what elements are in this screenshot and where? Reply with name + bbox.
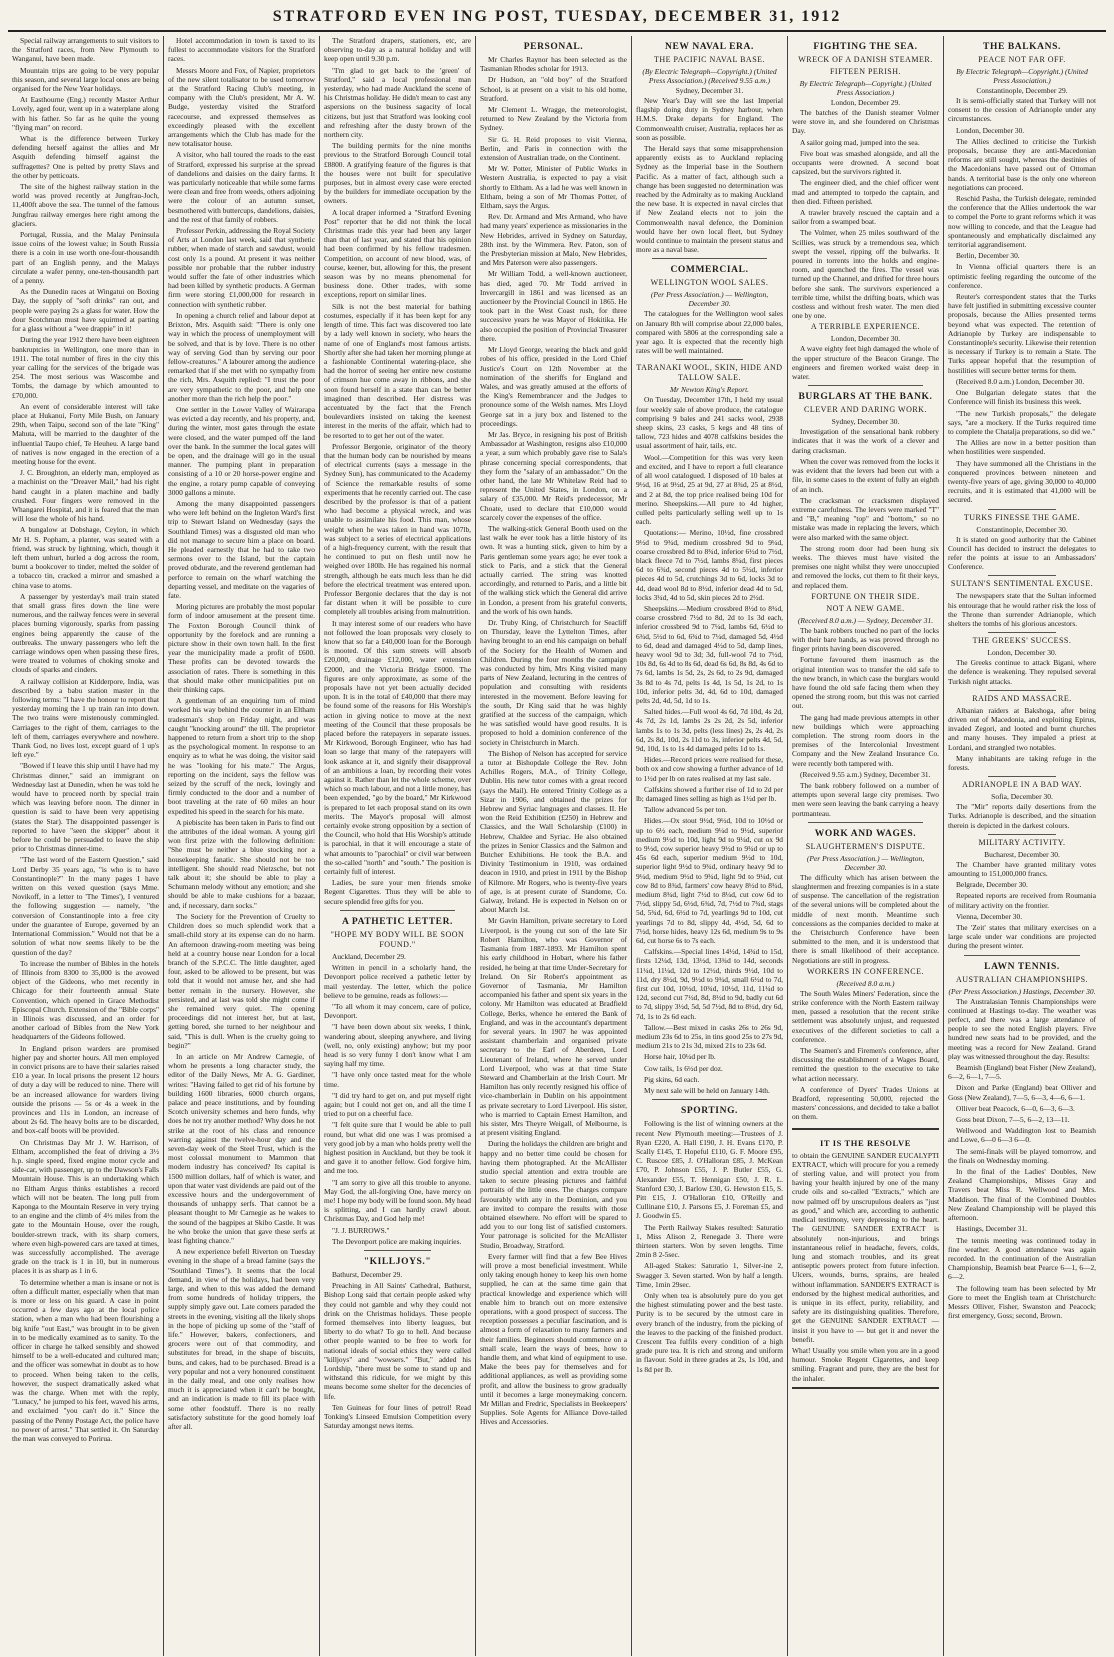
paragraph: Silk is not the best material for bathing costumes, especially if it has been kept for any length of time. This fact was discovered too late by a lady well known in society, who hears the name of one of England's most famous artists. Shortly after she had taken her morning plunge at a fashionable Continental watering-place, she had the horror of seeing her entire new costume of crimson hue come away in ribbons, and she soon found herself in a state than can be better imagined than described. Her distress was accentuated by the fact that the French boulevardiers insisted on taking the keenest interest in the merits of the affair, which had to be resorted to to get her out of the water. <box>324 301 471 440</box>
byline: (By Electric Telegraph—Copyright.) (United Press Association.) (Received 9.55 a.m.) <box>642 67 777 85</box>
paragraph: The following team has been selected by Mr Gore to meet the English team at Christchurch: Messrs Olliver, Fisher, Swanston and Peacock; first emergency, Goss; second, Brown. <box>948 1283 1096 1321</box>
paragraph: Professor Perkin, addressing the Royal Society of Arts at London last week, said that synthetic rubber, when made of starch and sawdust, would cost only 1s a pound. At present it was neither possible nor probable that the rubber industry would suffer the fate of other industries which had been killed by synthetic products. A German firm were storing £1,000,000 for research in connection with synthetic rubber. <box>168 226 315 309</box>
paragraph: Mr William Todd, a well-known auctioneer, has died, aged 70. Mr Todd arrived in Invercargill in 1861 and was licensed as an auctioneer by the Provincial Council in 1865. He took part in the West Coast rush, for three successive years he was Mayor of Hokitika. He also occupied the position of Provincial Treasurer there. <box>480 269 627 343</box>
byline: (Received 8.0 a.m.) — Sydney, December 31. <box>797 615 934 625</box>
paragraph: Berlin, December 30. <box>956 251 1020 261</box>
subheadline: PEACE NOT FAR OFF. <box>978 55 1066 64</box>
column-6 <box>788 36 944 1656</box>
paragraph: As the Dunedin races at Wingatui on Boxing Day, the supply of "soft drinks" ran out, and people were paying 2s a glass for water. How the dour Scotchman must have squirmed at parting for a glass without a "wee drappie" in it! <box>12 287 159 334</box>
paragraph: Moring pictures are probably the most popular form of indoor amusement at the present time. The Foxton Borough Council think of opportunity by the forelock and are running a picture show in their own town hall. In the first year the municipality made a profit of £600. These profits can be devoted towards the association of rates. There is something in this that should make other municipalities put on their thinking caps. <box>168 602 315 695</box>
paragraph: Tallow advanced 5s per ton. <box>644 805 728 815</box>
paragraph: Pig skins, 6d each. <box>644 1074 700 1084</box>
paragraph: The Society for the Prevention of Cruelty to Children does so much splendid work that a small-child story at its expense can do no harm. An afternoon drawing-room meeting was being held at a country house near London for a local branch of the S.P.C.C. The little daughter, aged four, asked to be allowed to be present, but was told that it would not amuse her, and she had better remain in the nursery. However, she persisted, and at last was told she might come if she remained very quiet. The opening proceedings did not interest her, but at last, getting bored, she turned to her neighbour and said, "This is dull. When is the cruelty going to begin?" <box>168 911 315 1050</box>
story-body <box>948 535 1096 572</box>
byline: (Per Press Association.) Hastings, December 30. <box>948 986 1096 996</box>
paragraph: During the holidays the children are bright and happy and no better time could be chosen for having them photographed. At the McAllister studio special attention and extra trouble are taken to secure pleasing pictures and faithful portraits of the little ones. The charges compare favourably with any in the Dominion, and you are invited to compare the results with those obtained elsewhere. No effort will be spared to add you to our long list of satisfied customers. Your patronage is solicited for the McAllister Studio, Broadway, Stratford. <box>480 1139 627 1250</box>
column-1 <box>8 36 164 1656</box>
subheadline: MILITARY ACTIVITY. <box>978 837 1066 847</box>
paragraph: Calfskins.—Special lines 14½d, 14¾d to 15d, firsts 12¼d, 13d, 13½d, 13¾d to 14d, seconds 11¼d, 11¼d, 12d to 12½d, thirds 9½d, 10d to 11d, dry 8½d, 9d, 9½d to 9¾d, small 6½d to 7d, first cut 10d, 10½d, 10¾d, 10½d, 11d, 11¼d to 12d, second cut 7½d, 8d, 8½d to 9d, badly cut 6d to 7d, slippy 3½d, 5d, 5d 7½d, 8d to 8½d, dry 6d, 7d, 1s to 2s 6d each. <box>636 947 783 1021</box>
subheadline: SLAUGHTERMEN'S DISPUTE. <box>805 841 926 851</box>
paragraph: During the year 1912 there have been eighteen bankruptcies in Wellington, one more than in 1911. The total number of fires in the city this year calling for the services of the brigade was 254. The most serious was Wascombe and Tombs, the damage by which amounted to £70,000. <box>12 335 159 400</box>
byline: By Electric Telegraph—Copyright.) (United Press Association.) <box>799 79 932 97</box>
subheadline: A TERRIBLE EXPERIENCE. <box>810 322 921 332</box>
headline: FIGHTING THE SEA. <box>813 42 918 52</box>
story-greeks <box>948 636 1096 686</box>
paragraph: Horse hair, 10¼d per lb. <box>644 1052 716 1062</box>
paragraph: (Received 8.0 a.m.) London, December 30. <box>956 376 1085 386</box>
paragraph: Ten Guineas for four lines of petrol! Read Tonking's Linseed Emulsion Competition every Saturday amongst news items. <box>324 1402 471 1431</box>
paragraph: One Bulgarian delegate states that the Conference will finish its business this week. <box>948 388 1096 407</box>
divider <box>676 359 743 360</box>
story-body <box>636 309 783 355</box>
paragraph: The semi-finals will be played tomorrow, and the finals on Wednesday morning. <box>948 1146 1096 1165</box>
story-adrianople <box>948 780 1096 830</box>
story-body <box>792 873 939 965</box>
ad-headline: IT IS THE RESOLVE <box>819 1137 912 1148</box>
paragraph: The engineer died, and the chief officer went mad and attempted to torpedo the captain, and then died. Fifteen perished. <box>792 178 939 206</box>
paragraph: The Seamen's and Firemen's conference, after discussing the establishment of a Wages Board, remitted the question to the executive to take what action necessary. <box>792 1046 939 1083</box>
dateline: London, December 30. <box>987 648 1057 658</box>
paragraph: What is the difference between Turkey defending herself against the allies and Mr Asquith defending himself against the suffragettes? One is pelted by pretty Slavs and the other by petticoats. <box>12 134 159 180</box>
paragraph: Olliver beat Peacock, 6—0, 6—3, 6—3. <box>956 1103 1075 1113</box>
paragraph: In opening a church relief and labour depot at Brixton, Mrs. Asquith said: "There is only one way in which the process of unemployment will be solved, and that is by love. There is no other way of serving God than by serving our poor fellow-creatures." A labourer among the audience remarked that if she met with no sympathy from the rich, Mrs. Asquith replied: "I trust the poor are very sympathetic to the poor, and help one another more than the rich help the poor." <box>168 310 315 403</box>
paragraph: "J. J. BURROWS." <box>332 1225 390 1235</box>
subheadline: THE GREEKS' SUCCESS. <box>972 636 1072 646</box>
paragraph: Repeated reports are received from Roumania of military activity on the frontier. <box>948 891 1096 910</box>
story-body <box>948 860 1096 951</box>
headline: PERSONAL. <box>523 42 584 52</box>
paragraph: Bathurst, December 29. <box>332 1269 403 1279</box>
paragraph: Preaching in All Saints' Cathedral, Bathurst, Bishop Long said that certain people asked why they could not gamble and why they could not drink on the Christmas holidays. These people formed themselves into liberty leagues, but liberty to do what? To go to hell. And because other people wanted to be free to work for national ideals of social ethics they were called "killjoys" and "wowsers." "But," added his Lordship, "there must be some to stand up and withstand this ridicule, for we might by this means become some shelter for the decencies of life. <box>324 1281 471 1401</box>
byline: Mr Newton King's Report. <box>669 385 750 395</box>
paragraph: The Australasian Tennis Championships were continued at Hastings to-day. The weather was perfect, and there was a large attendance of people to see the noted English players. Five hundred new seats had to be provided, and the meeting was a record for New Zealand. Grand play was witnessed throughout the day. Results: <box>948 996 1096 1061</box>
paragraph: (Received 9.55 a.m.) Sydney, December 31. <box>800 769 931 779</box>
story-sporting <box>636 1106 783 1373</box>
story-body <box>948 658 1096 686</box>
headline: LAWN TENNIS. <box>984 961 1060 972</box>
paragraph: Written in pencil in a scholarly hand, the Devonport police received a pathetic letter by mail yesterday. The letter, which the police believe to be genuine, reads as follows:— <box>324 963 471 1000</box>
subheadline: FIFTEEN PERISH. <box>829 67 902 76</box>
paragraph: Albanian raiders at Bakshoga, after being driven out of Macedonia, and exploiting Epirus, invaded Zegori, and looted and burnt churches and many houses. They impaled a priest at Lordani, and strangled two notables. <box>948 705 1096 752</box>
story-turks-finesse <box>948 513 1096 572</box>
paragraph: Portugal, Russia, and the Malay Peninsula issue coins of the lowest value; in South Russia there is a coin in use worth one-four-thousandth part of an English penny, and the Malays circulate a wafer penny, one-ten-thousandth part of a penny. <box>12 230 159 286</box>
paragraph: A sailor going mad, jumped into the sea. <box>800 137 920 147</box>
story-lawn-tennis <box>948 962 1096 1321</box>
paragraph: London, December 30. <box>956 125 1025 135</box>
paragraph: The Stratford drapers, stationers, etc, are observing to-day as a natural holiday and will keep open until 9.30 p.m. <box>324 36 471 64</box>
story-body <box>948 802 1096 830</box>
byline: (Received 8.0 a.m.) <box>836 978 895 988</box>
paragraph: Belgrade, December 30. <box>956 880 1028 890</box>
paragraph: The gang had made previous attempts in other new buildings which were approaching completion. The strong room doors in the premises of the Intercolonial Investment Company and the New Zealand Insurance Co. were recently both tampered with. <box>792 712 939 768</box>
paragraph: They have summoned all the Christians in the conquered provinces between nineteen and twenty-five years of age, giving 30,000 to 40,000 recruits, and it is estimated that 41,000 will be secured. <box>948 458 1096 505</box>
dateline: London, December 29. <box>830 98 901 107</box>
dateline: Sofia, December 30. <box>991 792 1053 802</box>
paragraph: One settler in the Lower Valley of Wairarapa was evicted a day recently, and his property, and, during the winter, most gates through the estate were closed, and the water pumped off the land over the bank. In the summer the local gates will be open, and the drainage will go in the usual manner. The pumping plant in preparation consisting of a 10 or 20 horse-power engine and the engine, a rotary pump capable of conveying 3000 gallons a minute. <box>168 404 315 497</box>
subheadline: CLEVER AND DARING WORK. <box>804 405 927 415</box>
columns <box>8 36 1106 1656</box>
headline: "KILLJOYS." <box>363 1256 432 1267</box>
paragraph: A visitor, who hall toured the roads to the east of Stratford, expressed his surprise at the spread of dandelions and daisies on the dairy farms. It was particularly noticeable that while some farms were clean and free from weeds, others adjoining were the colour of an autumn sunset, besmothered with buttercups, dandelions, daisies, and the rest of that family of robbers. <box>168 150 315 224</box>
paragraph: "I'm glad to get back to the 'green' of Stratford," said a local professional man yesterday, who had made Auckland the scene of his Christmas holiday. He didn't mean to cast any aspersions on the business sagacity of local citizens, but just that Stratford was looking cool and refreshing after the dusty brown of the northern city. <box>324 65 471 140</box>
paragraph: Ladies, be sure your men friends smoke Regent Cigarettes. Thus they will be able to secure splendid free gifts for you. <box>324 878 471 906</box>
story-naval-era <box>636 42 783 254</box>
paragraph: Cow tails, 1s 6½d per doz. <box>644 1063 723 1073</box>
paragraph: Tallow.—Best mixed in casks 26s to 26s 9d, medium 23s 6d to 25s, in tins good 25s to 27s 9d, medium 21s to 21s 3d, mixed 21s to 23s 6d. <box>636 1022 783 1051</box>
paragraph: In the final of the Ladies' Doubles, New Zealand Championships, Misses Gray and Travers beat Miss R. Wellwood and Mrs. Maddison. The final of the Combined Doubles New Zealand Championship will be played this afternoon. <box>948 1167 1096 1223</box>
paragraph: What! Usually you smile when you are in a good humour. Smoke Regent Cigarettes, and keep smiling. Fragrant and pure, they are the best for the inhaler. <box>792 1345 939 1383</box>
paragraph: The building permits for the nine months previous to the Stratford Borough Council total £8800. A gratifying feature of the figures is that the houses were not built for speculative purposes, but in almost every case were erected by the builders for immediate occupation by the owners. <box>324 141 471 206</box>
paragraph: It is stated on good authority that the Cabinet Council has decided to instruct the delegates to refer the points at issue to an Ambassadors' Conference. <box>948 534 1096 572</box>
paragraph: In Vienna official quarters there is an optimistic feeling regarding the outcome of the conference. <box>948 262 1096 290</box>
subheadline: WORKERS IN CONFERENCE. <box>806 966 924 976</box>
paragraph: The Devonport police are making inquiries. <box>332 1236 462 1246</box>
paragraph: Dr. Truby King, of Christchurch for Seacliff on Thursday, leave the Lyttelton Times, after having brought to an end his campaign on behalf of the Society for the Health of Women and Children. During the four months the campaign was conducted by him, Mrs King visited many parts of New Zealand, lecturing in the centres of population and consulting with residents interested in the movement. Before leaving for the south, Dr King said that he was highly gratified at the success of the campaign, which he was satisfied would have good results. It is proposed to hold a dominion conference of the society in Christchurch in March. <box>480 617 627 747</box>
paragraph: Many inhabitants are taking refuge in the forests. <box>948 753 1096 772</box>
paragraph: The Chamber have granted military votes amounting to 151,000,000 francs. <box>948 859 1096 878</box>
divider <box>808 822 923 823</box>
paragraph: "The new Turkish proposals," the delegate says, "are a mockery. If the Turks required time to complete the Chatalja preparations, so did we." <box>948 408 1096 436</box>
paragraph: Wool.—Competition for this was very keen and excited, and I have to report a full clearance of all wool catalogued. I disposed of 10 bales at 9½d, 16 at 9½d, 25 at 9d, 27 at 8¾d, 25 at 8½d, and 2 at 8d, the top price realised being 10d for merino. Sheepskins.—All pure to 4d higher, culled pelts particularly selling well up to 1s each. <box>636 452 783 527</box>
paragraph: A conference of Dyers' Trades Unions at Bradford, representing 50,000, rejected the masters' concessions, and decided to take a ballot on them. <box>792 1084 939 1122</box>
section-heading: COMMERCIAL. <box>670 265 749 276</box>
divider <box>364 1250 431 1251</box>
paragraph: The Allies are now in a better position than when hostilities were suspended. <box>948 438 1096 457</box>
paragraph: The Volmer, when 25 miles southward of the Scillies, was struck by a tremendous sea, which swept the vessel, ripping off the bulwarks. It poured in torrents into the holds and engine-room, and quenched the fires. The vessel was turned up the Channel, and drifted for three hours before she sank. The survivors experienced a terrible time, whilst the drifting boats, which was costless and without fresh water. The men died one by one. <box>792 228 939 321</box>
advertisement-sander-extract <box>792 1128 939 1389</box>
paragraph: At Easthourne (Eng.) recently Master Arthur Lovely, aged four, went up in a waterplane along with his father. So far as he quite the young "flying man" on record. <box>12 95 159 132</box>
paragraph: The Allies declined to criticise the Turkish proposals, because they are anti-Macedonian reforms are still sought, whereas the destinies of the Macedonians have passed out of Ottoman hands. A territorial base is the only one whereon negotiations can proceed. <box>948 136 1096 192</box>
story-body <box>636 96 783 254</box>
paragraph: Quotations:— Merino, 10½d, fine crossbred 9½d to 9¾d, medium crossbred 9d to 9¼d, coarse crossbred 8d to 8¾d, inferior 6½d to 7½d, black fleece 7d to 7½d, lambs 8¼d, first pieces 6d to 6¾d, second pieces 4d to 5½d, inferior pieces 4d to 5d, crutchings 3d to 6d, locks 3d to 4d, dead wool 8d to 8½d, inferior dead 4d to 5d, locks 3¼d, 4d to 5d, skin pieces 2d to 2½d. <box>636 528 783 602</box>
paragraph: The Perth Railway Stakes resulted: Saturatio 1, Miss Alison 2, Renegade 3. There were thirteen starters. Won by seven lengths. Time 2min 8 2-5sec. <box>636 1222 783 1260</box>
subheadline: SULTAN'S SENTIMENTAL EXCUSE. <box>950 579 1094 589</box>
divider <box>988 834 1056 835</box>
story-body <box>792 626 939 818</box>
byline: (Per Press Association.) — Wellington, December 30. <box>650 290 769 309</box>
paragraph: A local draper informed a "Stratford Evening Post" reporter that he did not think the local Christmas trade this year had been any larger than that of last year, and stated that his opinion had been confirmed by his fellow tradesmen. Competition, on account of new blood, was, of course, keener, but, allowing for this, the present season was by no means phenomenal for business done. Other trades, with some exceptions, report on similar lines. <box>324 207 471 300</box>
paragraph: "I am sorry to give all this trouble to anyone. May God, the all-forgiving One, have mercy on me! I hope my body will be found soon. My head is splitting, and I can hardly crawl about. Christmas Day, and God help me! <box>324 1177 471 1224</box>
paragraph: The catalogues for the Wellington wool sales on January 8th will comprise about 22,000 bales, compared with 5806 at the corresponding sale a year ago. It is expected that the recently high rates will be well maintained. <box>636 309 783 356</box>
paragraph: The batches of the Danish steamer Volmer were stove in, and she foundered on Christmas Day. <box>792 108 939 136</box>
paragraph: Fortune favoured them inasmuch as the original intention was to transfer the old safe to the new branch, in which case the burglars would have found the old safe facing them when they opened the strong room, but this was not carried out. <box>792 655 939 711</box>
paragraph: Mr Lloyd George, wearing the black and gold robes of his office, presided in the Lord Chief Justice's Court on 12th November at the nomination of the sheriffs for England and Wales, and was greatly amused at the efforts of the King's Remembrancer and the Judges to pronounce some of the Welsh names. Mrs Lloyd George sat in a jury box and listened to the proceedings. <box>480 345 627 428</box>
paragraph: J. C. Broughton, an elderly man, employed as a machinist on the "Dreaver Mail," had his right hand caught in a platen machine and badly crushed. Four fingers were removed in the Whangarei Hospital, and it is feared that the man will lose the whole of his hand. <box>12 468 159 524</box>
paragraph: A wave eighty feet high damaged the whole of the upper structure of the Beacon Grange. The engineers and firemen worked waist deep in water. <box>792 344 939 382</box>
paragraph: A bungalow at Dobshage, Ceylon, in which Mr H. S. Popham, a planter, was seated with a friend, was struck by lightning, which, though it left them unhurt, hurled a dog across the room, burnt a bookcover to tinder, melted the solder of a tobacco tin, cracked a mirror and smashed a china vase to atoms. <box>12 525 159 590</box>
paragraph: Hotel accommodation in town is taxed to its fullest to accommodate visitors for the Stratford races. <box>168 36 315 64</box>
subheadline: THE PACIFIC NAVAL BASE. <box>653 55 766 64</box>
dateline: London, December 30. <box>830 334 901 344</box>
story-fighting-the-sea <box>792 42 939 381</box>
paragraph: Dixon and Parke (England) beat Olliver and Goss (New Zealand), 7—5, 6—3, 4—6, 6—1. <box>948 1083 1096 1102</box>
paragraph: A trawler bravely rescued the captain and a sailor from a swamped boat. <box>792 208 939 227</box>
paragraph: My next sale will be held on January 14th. <box>644 1086 770 1096</box>
story-body <box>324 1270 471 1430</box>
story-body <box>636 395 783 1095</box>
paragraph: The Bishop of Nelson has accepted for service a tutor at Bishopdale College the Rev. John Achilles Rogers, M.A., of Trinity College, Dublin. His new tutor comes with a great record (says the Mail). He entered Trinity College as a Sizar in 1906, and obtained the prizes for Hebrew and Syriac languages and classes. II. He won the Reid Exhibition (£250) in Hebrew and Classics, and the Wall Scholarship (£100) in Hebrew, Chaldee and Syriac. He also obtained the prizes in Senior Classics and the Salmon and Butcher Exhibitions. He took the B.A. and Divinity Testimonium in 1910, was ordained deacon in 1910, and priest in 1911 by the Bishop of Kilmore. Mr Rogers, who is twenty-five years of age, is at present curate of Standome, Co. Galway, Ireland. He is expected in Nelson on or about March 1st. <box>480 748 627 915</box>
paragraph: "I did try hard to get on, and put myself right again; but I could not get on, and all the time I tried to put on a cheerful face. <box>324 1090 471 1119</box>
divider <box>988 632 1056 633</box>
paragraph: Following is the list of winning owners at the recent New Plymouth meeting:—Trustees of J. Ryan £220, A. Hall £190, J. H. Evans £170, P. Scally £145, T. Hopeful £110, G. F. Moore £95, C. Ruscoe £85, J. O'Halloran £85, J. McKean £70, P. Johnson £55, J. P. Butler £55, G. Alexander £55, T. Hennigan £50, J. R. L. Stanford £30, J. Barlow £30, G. Hewston £15, S. Pitt £15, J. O'Halloran £10, O'Reilly and Cullinane £10, J. Parsons £5, J. Foreman £5, and J. Goodwin £5. <box>636 1119 783 1221</box>
paragraph: "I have been down about six weeks, I think, wandering about, sleeping anywhere, and living (well, no, only existing) anyhow; but my poor head is so very funny I don't know what I am saying half my time. <box>324 1022 471 1069</box>
paragraph: "Bowed if I leave this ship until I have had my Christmas dinner," said an immigrant on Wednesday last at Dunedin, when he was told he would have to proceed north by special train which was leaving before noon. The dinner in question is said to have been very appetising (states the Star). The disappointed passenger is reported to have "seen the skipper" about it before he could be persuaded to leave the ship prior to Christmas dinner-time. <box>12 761 159 854</box>
story-military <box>948 838 1096 951</box>
paragraph: Only when tea is absolutely pure do you get the highest stimulating power and the best taste. Purity is to be secured by the utmost care in every branch of the industry, from the picking of the leaves to the packing of the finished product. Crescent Tea fulfils every condition of a high grade pure tea. It is rich and strong and uniform in flavour. Sold in three grades at 2s, 1s 10d, and 1s 8d per lb. <box>636 1290 783 1374</box>
paragraph: "The last word of the Eastern Question," said Lord Derby 35 years ago, "is who is to have Constantinople?" In the many pages I have written on this vexed question (says Mme. Novikoff, in a letter to 'The Times'), I ventured the following suggestion — namely, "the conversion of Constantinople into a free city under the guarantee of Europe, governed by an International Commission." Would not that be a solution of what now seems likely to be the question of the day? <box>12 855 159 957</box>
column-4 <box>476 36 632 1656</box>
paragraph: The strong room door had been hung six weeks. The thieves must have visited the premises one night whilst they were unoccupied and removed the locks, cut them to fit their keys, and replaced them. <box>792 543 939 590</box>
paragraph: "I have only once tasted meat for the whole time. <box>324 1070 471 1089</box>
paragraph: It is semi-officially stated that Turkey will not consent to the cession of Adrianople under any circumstances. <box>948 96 1096 124</box>
paragraph: The cracksman or cracksmen displayed extreme carefulness. The levers were marked "T" and "B," meaning "top" and "bottom," so no mistake was made in replacing the levers, which were also marked with the same object. <box>792 495 939 542</box>
paragraph: All-aged Stakes: Saturatio 1, Silver-ine 2, Swagger 3. Seven started. Won by half a length. Time, 1min 29sec. <box>636 1261 783 1289</box>
subheadline: RAIDS AND MASSACRE. <box>972 693 1072 703</box>
story-body <box>948 706 1096 772</box>
story-body <box>792 989 939 1122</box>
headline: SPORTING. <box>680 1106 739 1117</box>
byline: (Per Press Association.) — Wellington, December 30. <box>806 853 925 872</box>
story-body <box>792 108 939 320</box>
paragraph: Every farmer will find that a few Bee Hives will prove a most beneficial investment. While only taking enough honey to keep his own home supplied, he can at the same time gain that practical knowledge and experience which will enable him to branch out on more extensive operations, with a good prospect of success. The reception possesses a peculiar fascination, and is almost a form of relaxation to many farmers and their families. Beginners should commence on a small scale, learn the ways of bees, how to handle them, and what kind of equipment to use. Make the bees pay for themselves and for additional appliances, as well as providing some profit, and allow the business to grow gradually until it becomes a large moneymaking concern. Mr Millan and Fredric, Specialists in Beekeepers' Supplies. Sole Agents for Alliance Dove-tailed Hives and Accessories. <box>480 1251 627 1427</box>
story-balkans <box>948 42 1096 505</box>
paragraph: Sheepskins.—Medium crossbred 8½d to 8¾d, coarse crossbred 7½d to 8d, 2d to 1s 3d each, inferior crossbred 9d to 7¼d, lambs 6d, 6½d to 6¾d, 5½d to 6d, 6¾d to 7¼d, damaged 5d, 4½d to 6d, dead and damaged 4½d to 5d, damp lines, heavy wool 9d to 3d; 3d, full-wool 7d to 7½d, 10s 8d, 6s 4d to 8s 6d, dead 6s 6d, 8s 8d, 4s 6d to 7s 6d, lambs 1s 5d, 2s, 2s 6d, to 2s 9d, damaged 3s 8d to 4s 7d, pelts 1s 4d, 1s 5d, 1s 2d, to 1s 10d, inferior pelts 3d, 4d, 6d to 10d, damaged pelts 2d, 4d, 5d, 1d to 1s. <box>636 603 783 705</box>
paragraph: A new experience befell Riverton on Tuesday evening in the shape of a bread famine (says the "Southland Times"). It seems that the local demand, in view of the holidays, had been very large, and when to this was added the demand from some hundreds of holiday trippers, the supply simply gave out. Late comers paraded the streets in the evening, visiting all the likely shops in the hope of picking up some of the "staff of life." However, bakers, confectioners, and grocers were out of that commodity, and substitutes for bread, in the shape of biscuits, buns, and cakes, had to be purchased. Bread is a very popular and not a very honoured constituent in the daily meal, and one only realises how much it is appreciated when it can't be bought, and an indication is made to fill its place with some other foodstuff. There is no really satisfactory substitute for the good homely loaf after all. <box>168 1247 315 1432</box>
paragraph: New Year's Day will see the last Imperial flagship doing duty in Sydney harbour, when H.M.S. Drake departs for England. The Commonwealth cruiser, Australia, replaces her as soon as possible. <box>636 96 783 142</box>
divider <box>988 509 1056 510</box>
paragraph: Hides.—Ox stout 9½d, 9½d, 10d to 10½d or up to 6½ each, medium 9¼d to 9½d, superior medium 9½d to 10d, light 9d to 9¼d, cut ox 9d to 9½d, cow superior heavy 9½d to 9¾d or up to 45s 6d each, superior medium 9½d to 10d, superior light 9½d to 9¾d, ordinary heavy 9d to 9¼d, medium 9½d to 9¾d, light 9d to 9¼d, cut cow 8d to 8¾d, farmers' cow heavy 8½d to 8¾d, medium 8¾d, light 7½d to 8¼d, cut cow 6d to 7½d, slippy 5d, 6½d, 6¾d, 7d, 7½d to 7¾d, stags 5d, 5¾d, 6d, 6½d to 7d, yearlings 9d to 10d, cut yearlings 7d to 8d, slippy 4d, 4½d, 5d, 6d to 7½d, horse hides, heavy 12s 6d, medium 9s to 9s 6d, cut horse 6s to 7s each. <box>636 816 783 946</box>
headline: THE BALKANS. <box>983 42 1061 52</box>
story-sultan <box>948 579 1096 628</box>
paragraph: A passenger by yesterday's mail train stated that small grass fires down the line were numerous, and the railway fences were in several places burning vigorously, sparks from passing engines being apparently the cause of the outbreaks. The unwary passengers who left the carriage windows open when passing these fires, were treated to volumes of choking smoke and clouds of sparks and cinders. <box>12 591 159 675</box>
masthead: STRATFORD EVEN ING POST, TUESDAY, DECEMBER 31, 1912 <box>8 6 1106 32</box>
paragraph: It may interest some of our readers who have not followed the loan proposals very closely to know that so far a £40,000 loan for the Borough is mooted. Of this sum streets will absorb £20,000, drainage £12,000, water extension £2000, and the Victoria Bridge £6000. The figures are only approximate, as some of the proposals have not yet been actually decided upon. It is in the total of £40,000 that there may be found some of the reasons for His Worship's action in giving notice to move at the next meeting of the Council that these proposals be placed before the ratepayers in separate issues. Mr Kirkwood, Borough Engineer, who has had loan so large that many of the ratepayers will look askance at it, and signify their disapproval of an ambitious a loan, by recording their votes against it. Rather than let the whole scheme, over which so much labour, and not a little money, has been expended, "go by the board," Mr Kirkwood is prepared to let each proposal stand on its own merits. The Mayor's proposal will almost certainly evoke strong opposition by a section of the Council, who hold that His Worship's attitude is parochial, in that it will encourage a state of what amounts to "parochial" or civil war between the so-called "north" and "south." The position is certainly full of interest. <box>324 618 471 877</box>
paragraph: Mr Jas. Bryce, in resigning his post of British Ambassador at Washington, resigns also £10,000 a year, a sum which probably gave rise to Sala's phrase concerning special correspondents, that they form the "salary of an ambassador." On the other hand, the late Mr Whitelaw Reid had to represent the United States, in London, on a salary of £35,000. Mr Reid's predecessor, Mr Choate, used to declare that £10,000 would scarcely cover the expenses of the office. <box>480 429 627 522</box>
paragraph: On Christmas Day Mr J. W. Harrison, of Eltham, accomplished the feat of driving a 3½ h.p. single speed, fixed engine motor cycle and side-car, with passenger, up to the Dawson's Falls Mountain House. This is an undertaking which no Eltham Argus thinks establishes a record which will not be beaten. The long pull from Kaponga to the Mountain Reserve in very trying to an engine and the climb of 4½ miles from the gate to the Mountain House, over the rough, boulder-strewn track, with its sharp corners, where even high-powered cars are taxed at times, was successfully accomplished. The average grade on the track is 1 in 10, but in numerous places it is as sharp as 1 in 6. <box>12 1137 159 1276</box>
headline: BURGLARS AT THE BANK. <box>798 392 933 403</box>
paragraph: A railway collision at Kidderpore, India, was described by a babu station master in the following terms: "I have the honour to report that yesterday morning the 1 up train ran into down. The two trains were mistenously commingled. Carriages to the right of them, carriages to the left of them, carriages everywhere and nowhere. Thank God, no lives lost, except guard of 1 up's left eye." <box>12 676 159 760</box>
subheadline: TURKS FINESSE THE GAME. <box>963 512 1081 522</box>
story-wool-sales <box>636 278 783 355</box>
paragraph: Mr Gavin Hamilton, private secretary to Lord Liverpool, is the young cut son of the late Sir Robert Hamilton, who was Governor of Tasmania from 1887-1893. Mr Hamilton spent his early childhood in Hobart, where his father resided, he being at that time Under-Secretary for Ireland. On Sir Robert's appointment as Governor of Tasmania, Mr Hamilton accompanied his father and spent six years in the colony. Mr Hamilton was educated at Bradfield College, Berks, whence he entered the Bank of England, and was in the accountant's department for several years. In 1907 he was appointed assistant chamberlain and organised private secretary to the Earl of Aberdeen, Lord Lieutenant of Ireland, where he served under Lord Liverpool, who was at that time State Steward and Chamberlain at the Irish Court. Mr Hamilton has only recently resigned his office of vice-chamberlain in Dublin on his appointment as private secretary to Lord Liverpool. His sister, who is married to Captain Ernest Hamilton, and his sister, Mrs Theyre Weigall, of Melbourne, is at present visiting England. <box>480 916 627 1138</box>
paragraph: The walking-stick General Booth used on the last walk he ever took has a little history of its own. It was a hunting stick, given to him by a Paris gentleman some years ago; he ever took a stick to Paris, and a stick that the General actually carried. The string was knotted accordingly, and returned to Paris, and a little bit of the walking stick which the General did arrive in London, a present from his grateful converts, and the work of his own hands. <box>480 523 627 616</box>
divider <box>808 385 923 386</box>
divider <box>652 258 767 259</box>
story-taranaki-sale <box>636 363 783 1095</box>
paragraph: Professor Bergonie, originator of the theory that the human body can be nourished by means of electrical currents (says a message in the Sydney Sun), has communicated to the Academy of Science the remarkable results of some experiments that he recently carried out. The case described by the professor is that of a patient who had become a physical wreck, and was unable to assimilate his food. This man, whose weight when he was taken in hand was 107lb, was subject to a series of electrical applications of a high-frequency current, with the result that he continued to put on flesh until now he weighed over 180lb. He has regained his normal strength, although he eats much less than he did before the electrical treatment was entered upon. Professor Bergonie declares that the day is not far distant when it will be possible to cure completely all troubles arising from malnutrition. <box>324 441 471 617</box>
divider <box>988 776 1056 777</box>
column-3-briefs <box>324 36 471 906</box>
column-7 <box>944 36 1100 1656</box>
subheadline: NOT A NEW GAME. <box>826 603 905 613</box>
divider <box>988 690 1056 691</box>
paragraph: Mr Clement L. Wragge, the meteorologist, returned to New Zealand by the Victoria from Sydney. <box>480 105 627 133</box>
paragraph: The difficulty which has arisen between the slaughtermen and freezing companies is in a state of suspense. The cancellation of the registration of the several unions will be completed about the middle of next month. Meantime such concessions as the companies decided to make at the Christchurch Conference have been submitted to the men, and it is understood that there is small likelihood of their acceptance. Negotiations are still in progress. <box>792 872 939 965</box>
paragraph: Goss beat Dixon, 7—5, 6—2, 13—11. <box>956 1115 1070 1125</box>
headline: A PATHETIC LETTER. <box>341 916 453 927</box>
paragraph: The bank robbery followed on a number of attempts upon several large city premises. Two men were seen leaving the bank carrying a heavy portmanteau. <box>792 780 939 818</box>
paragraph: Mr W. Potter, Minister of Public Works in Western Australia, is expected to pay a visit shortly to Eltham. As a lad he was well known in Eltham, being a son of Mr Thomas Potter, of Eltham, says the Argus. <box>480 164 627 211</box>
headline: WORK AND WAGES. <box>814 828 917 839</box>
paragraph: In England prison warders are promised higher pay and shorter hours. All men employed in convict prisons are to have their salaries raised £10 a year. In local prisons the present 12 hours of duty a day will be reduced to nine. There will be an increased allowance for warders living outside the prisons — 5s or 4s a week in the provinces and 11s in London, an increase of about 2s 6d. The heavy bolts are to be discarded, and box-calf boots will be provided. <box>12 1043 159 1136</box>
story-body <box>948 591 1096 628</box>
column-5 <box>632 36 788 1656</box>
dateline: Sydney, December 31. <box>675 86 744 95</box>
paragraph: On Tuesday, December 17th, I held my usual four weekly sale of above produce, the catalogue comprising 9 bales and 241 sacks wool, 2938 sheep skins, 23 casks, 5 kegs and 48 tins of tallow, 723 hides and 4078 calfskins besides the usual assortment of hair, tails, etc. <box>636 395 783 451</box>
paragraph: Dr Hudson, an "old boy" of the Stratford School, is at present on a visit to his old home, Stratford. <box>480 75 627 103</box>
paragraph: Hides.—Record prices were realised for these, both ox and cow showing a further advance of 1d to 1½d per lb on rates realised at my last sale. <box>636 755 783 783</box>
paragraph: to obtain the GENUINE SANDER EUCALYPTI EXTRACT, which will procure for you a remedy of sterling value, and will protect you from having your health injured by one of the many crude oils and so-called "Extracts," which are now palmed off by unscrupulous dealers as "just as good," and which are, according to authentic medical testimony, very depressing to the heart. The GENUINE SANDER EXTRACT is absolutely non-injurious, and brings instantaneous relief in headache, fevers, colds, lung and stomach troubles, and its great antiseptic powers protect from future infection. Ulcers, wounds, burns, sprains, are healed without inflammation. SANDER'S EXTRACT is endorsed by the highest medical authorities, and is unique in its effect, purity, reliability, and safety are its distinguishing qualities. Therefore, get the GENUINE SANDER EXTRACT — insist it you have to — but get it and never the benefit. <box>792 1150 939 1344</box>
paragraph: Vienna, December 30. <box>956 911 1023 921</box>
subheadline: ADRIANOPLE IN A BAD WAY. <box>962 780 1082 790</box>
story-personal <box>480 42 627 1427</box>
paragraph: Mr Charles Raynor has been selected as the Tasmanian Rhodes scholar for 1913. <box>480 55 627 74</box>
headline: NEW NAVAL ERA. <box>665 42 754 52</box>
paragraph: To increase the number of Bibles in the hotels of Illinois from 8300 to 35,000 is the avowed object of the Gideons, who met recently in Chicago for their fourteenth annual State Convention, which opened in Grace Methodist Episcopal Church. Extension of the "Bible corps" in Illinois was discussed, and an order for another carload of Bibles from the New York headquarters of the Gideons followed. <box>12 958 159 1042</box>
dateline: Constantinople, December 30. <box>976 524 1068 534</box>
subheadline: "HOPE MY BODY WILL BE SOON FOUND." <box>330 929 465 949</box>
paragraph: Reuter's correspondent states that the Turks have felt justified in submitting excessive counter proposals, because the Allies presented terms beyond what was expected. The retention of Adrianople by Turkey are indispensable to Constantinople's security. Likewise their retention is necessary if Turkey is to remain a State. The Turks appear hopeful that the resumption of hostilities will secure better terms for them. <box>948 292 1097 375</box>
paragraph: "I felt quite sure that I would be able to pull round, but what did one was I was promised a very good job by a man who holds pretty well the highest position in Auckland, but they be took it and gave it to another fellow. God forgive him, and me too. <box>324 1120 471 1176</box>
dateline: Sydney, December 30. <box>831 417 900 427</box>
story-body <box>948 96 1096 505</box>
paragraph: The tennis meeting was continued today in fine weather. A good attendance was again recorded. In the continuation of the Australian Championship, Beamish beat Pearce 6—1, 6—2, 6—2. <box>948 1235 1096 1282</box>
byline: By Electric Telegraph—Copyright.) (United Press Association.) <box>956 67 1088 85</box>
paragraph: The bank robbers touched no part of the locks with their bare hands, as was proved through no finger prints having been discovered. <box>792 625 939 654</box>
story-killjoys <box>324 1257 471 1430</box>
paragraph: A gentleman of an enquiring turn of mind worked his way behind the counter in an Eltham tradesman's shop on Friday night, and was caught "knocking around" the till. The proprietor happened to return from a short trip to the shop as the psychological moment. In response to an enquiry as to what he was doing, the visitor said he was "looking for his mate." The Argus, reporting on the incident, says the fellow was seized by the scruff of the neck, lovingly and firmly conducted to the door and a number of boot traveling at the rate of 60 miles an hour expedited his speed in the search for his mate. <box>168 696 315 816</box>
paragraph: Sir G. H. Reid proposes to visit Vienna, Berlin, and Paris in connection with the extension of Australian trade, on the Continent. <box>480 134 627 163</box>
paragraph: Investigation of the sensational bank robbery indicates that it was the work of a clever and daring cracksman. <box>792 427 939 455</box>
paragraph: Rev. Dr. Armand and Mrs Armand, who have had many years' experience as missionaries in the New Hebrides, arrived in Sydney on Saturday, 28th inst. by the Wimmera. Rev. Paton, son of the Presbyterian mission at Malo, New Hebrides, and Mrs Paterson were also passengers. <box>480 212 627 268</box>
column-3 <box>320 36 476 1656</box>
paragraph: To determine whether a man is insane or not is often a difficult matter, especially when that man is more or less on his guard. A case in point occurred a few days ago at the local police station, when a man who had been flourishing a big knife "out East," was brought in to be given in to be medically examined as to sanity. To the officer in charge he talked sensibly and showed himself to be a well-educated and cultured man; and the officer was somewhat in doubt as to how to proceed. When being taken to the cells, however, the suspect dramatically asked what was the charge. When met with the reply, "Lunacy," he jumped to his feet, waved his arms, and exclaimed "you can't do it." Since the passing of the Penny Postage Act, the police have no power of arrest." That settled it. On Saturday the man was conveyed to Porirua. <box>12 1277 159 1444</box>
paragraph: Wellwood and Waddington lost to Beamish and Lowe, 6—0 6—3 6—0. <box>948 1126 1096 1145</box>
paragraph: An event of considerable interest will take place at Hukanui, Forty Mile Bush, on January 29th, when Taipu, second son of the late "King" Mahuta, will be married to the daughter of the influential Taupo chief, Te Heuheu. A large band of natives is now engaged in the erection of a meeting house for the event. <box>12 401 159 466</box>
paragraph: Calfskins showed a further rise of 1d to 2d per lb; damaged lines selling as high as 1½d per lb. <box>636 784 783 803</box>
subheadline: AUSTRALIAN CHAMPIONSHIPS. <box>955 974 1089 984</box>
subheadline: WELLINGTON WOOL SALES. <box>650 278 769 288</box>
subheadline: WRECK OF A DANISH STEAMER. <box>798 55 933 64</box>
column-2 <box>164 36 320 1656</box>
paragraph: The Greeks continue to attack Bigani, where the defence is weakening. They repulsed several Turkish night attacks. <box>948 658 1096 686</box>
story-body <box>792 427 939 589</box>
paragraph: The site of the highest railway station in the world was proved recently at Jungfrau-Joch, 11,400ft above the sea. The tunnel of the famous Jungfrau railway emerges here right among the glaciers. <box>12 182 159 228</box>
paragraph: The newspapers state that the Sultan informed his entourage that he would rather risk the loss of the Throne than surrender Adrianople, which shelters the tombs of his glorious ancestors. <box>948 591 1096 628</box>
paragraph: Messrs Moore and Fox, of Napier, proprietors of the new silent totalisator to be used tomorrow at the Stratford Racing Club's meeting, in company with the Club's president, Mr A. W. Budge, yesterday visited the Stratford racecourse, and expressed themselves as exceedingly pleased with the excellent arrangements which the Club has made for the new totalisator house. <box>168 65 315 149</box>
dateline: Constantinople, December 29. <box>976 86 1068 95</box>
ad-body <box>792 1151 939 1383</box>
paragraph: "To all whom it may concern, care of police, Devonport. <box>324 1001 471 1021</box>
story-burglars <box>792 392 939 818</box>
paragraph: Beamish (England) beat Fisher (New Zealand), 6—2, 6—1, 7—5. <box>948 1063 1096 1082</box>
paragraph: Auckland, December 29. <box>332 951 406 961</box>
paragraph: Special railway arrangements to suit visitors to the Stratford races, from New Plymouth to Wanganui, have been made. <box>12 36 159 64</box>
paragraph: The South Wales Miners' Federation, since the strike conference with the North Eastern railway men, passed a resolution that the recent strike settlement was absolutely unjust, and requested executives of the different societies to call a conference. <box>792 988 939 1044</box>
story-body <box>792 344 939 381</box>
story-work-and-wages <box>792 829 939 1122</box>
story-body <box>480 55 627 1427</box>
paragraph: Five boat was smashed alongside, and all the occupants were drowned. A second boat capsized, but the survivors righted it. <box>792 148 939 177</box>
paragraph: The "Mir" reports daily desertions from the Turks. Adrianople is described, and the situation therein is depicted in the darkest colours. <box>948 802 1096 830</box>
story-body <box>636 1119 783 1373</box>
divider <box>652 1099 767 1100</box>
story-body <box>324 952 471 1246</box>
paragraph: The Herald says that some misapprehension apparently exists as to Auckland replacing Sydney as the Imperial base in the Southern Pacific. As a matter of fact, although such a change has been suggested no determination was reached by the Admiralty as to making Auckland the new base. It is expected in naval circles that if New Zealand elects not to join the Commonwealth naval defence, the Dominion would have her own local fleet, but Sydney would continue to maintain the present status and more as a naval base. <box>636 144 783 255</box>
divider <box>988 575 1056 576</box>
paragraph: In an article on Mr Andrew Carnegie, of whom he presents a long character study, the editor of the Daily News, Mr A. G. Gardiner, writes: "Having failed to get rid of his fortune by building 1600 libraries, 6000 church organs, palace and peace institutions, and by founding Scotch university schemes and hero funds, why does he not try another method? Why does he not strike at the root of his class and renounce warring against the twelve-hour day and the seven-day week of the Steel Trust, which is the most colossal monument to Mammon that modern industry has conceived? Its capital is 1500 million dollars, half of which is water, and upon that water vast dividends are paid out of the excessive hours and the undergovernment of thousands of unhappy serfs. That cannot be a pleasant thought to Mr Carnegie as he wakes to the sound of the bagpipes at Skibo Castle. It was he who broke the union that gave these serfs at least fighting chance." <box>168 1051 315 1245</box>
paragraph: Mountain trips are going to be very popular this season, and several large local ones are being organised for the New Year holidays. <box>12 65 159 94</box>
paragraph: When the cover was removed from the locks it was evident that the levers had been cut with a file, in some cases to the extent of fully an eighth of an inch. <box>792 456 939 494</box>
paragraph: Salted hides.—Full wool 4s 6d, 7d 10d, 4s 2d, 4s 7d, 2s 1d, lambs 2s 2s 2d, 2s 5d, inferior lambs 1s to 1s 3d, pelts (less lines) 2s, 2s 4d, 2s 6d, 2s 8d, 10d, 2s 11d to 3s, inferior pelts 4d, 5d, 9d, 10d, 1s to 1s 4d damaged pelts 1d to 1s. <box>636 707 783 753</box>
dateline: Bucharest, December 30. <box>984 849 1060 859</box>
subheadline: TARANAKI WOOL, SKIN, HIDE AND TALLOW SALE. <box>636 363 783 383</box>
paragraph: Reschid Pasha, the Turkish delegate, reminded the conference that the Allies undertook the war to compel the Porte to grant reforms which it was now willing to concede, and that the League had spontaneously and emphatically disclaimed any territorial aggrandisement. <box>948 194 1096 250</box>
story-pathetic-letter <box>324 917 471 1246</box>
story-raids <box>948 694 1096 772</box>
paragraph: Hastings, December 31. <box>956 1224 1028 1234</box>
story-body <box>948 997 1096 1321</box>
divider <box>964 955 1080 956</box>
divider <box>340 910 455 911</box>
paragraph: Among the many disappointed passengers who were left behind on the Ingleton Ward's first trip to Stewart Island on Wednesday (says the Southland Times) was a disgusted old man who did not manage to secure him a place on board. He pleaded earnestly that he had to take two sermons over to the Island, but the captain proved obdurate, and the reverend gentleman had perforce to remain on the wharf watching the departing vessel, and meditate on the vagaries of fate. <box>168 498 315 600</box>
subheadline: FORTUNE ON THEIR SIDE. <box>811 591 920 601</box>
paragraph: A piebiscite has been taken in Paris to find out the attributes of the ideal woman. A young girl won first prize with the following definition: "She must be neither a blue stocking nor a housekeeping fanatic. She should not be too intelligent. She should read Nietzsche, but not talk about it; she should be able to play a Schumann melody without any emotion; and she should be able to make cushions for a bazaar, and, if necessary, darn socks." <box>168 817 315 910</box>
paragraph: The 'Zeit' states that military exercises on a large scale under war conditions are projected during the present winter. <box>948 923 1096 951</box>
